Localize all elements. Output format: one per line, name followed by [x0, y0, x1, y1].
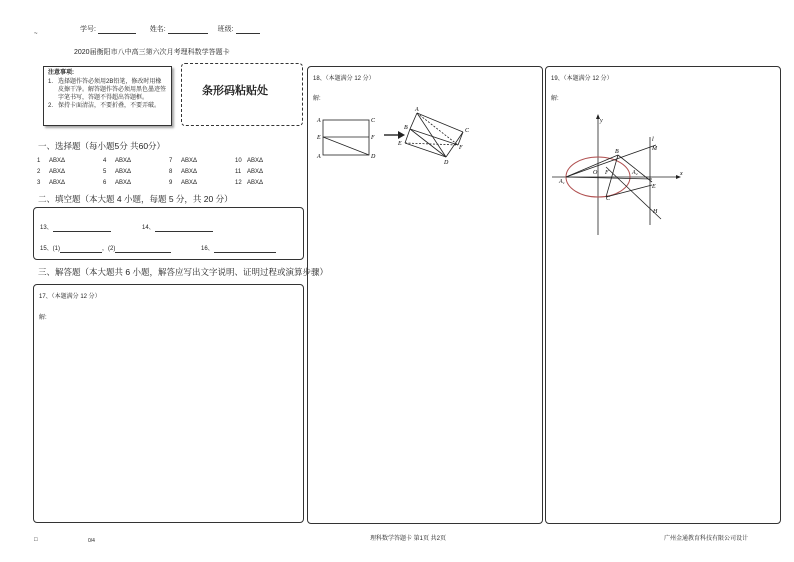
class-label: 班级: [217, 26, 234, 33]
q14-blank [142, 223, 213, 232]
q17-answer-label: 解: [39, 315, 47, 321]
choice-options[interactable]: ABXΔ [181, 180, 198, 186]
label-x: x [680, 171, 683, 177]
q16-field[interactable] [214, 244, 276, 253]
choice-number: 7 [169, 158, 173, 164]
footer-page-info: 理科数学答题卡 第1页 共2页 [370, 536, 447, 542]
choice-item[interactable] [235, 168, 301, 176]
q18-title: 18、（本题满分 12 分） [313, 76, 375, 82]
q19-answer-box[interactable] [545, 66, 781, 524]
corner-mark: ~ [34, 31, 38, 37]
label-F: F [605, 170, 609, 176]
construction-lines [566, 137, 661, 225]
choice-item[interactable] [235, 157, 301, 165]
q16-label: 16、 [201, 246, 214, 252]
choice-item[interactable] [103, 168, 169, 176]
choice-options[interactable]: ABXΔ [49, 180, 66, 186]
barcode-label: 条形码粘贴处 [202, 85, 268, 97]
choice-options[interactable]: ABXΔ [247, 158, 264, 164]
q13-label: 13、 [40, 225, 53, 231]
choice-number: 5 [103, 169, 107, 175]
folded-solid [405, 113, 463, 157]
section-fill-title: 二、填空题（本大题 4 小题，每题 5 分，共 20 分） [38, 194, 233, 204]
label-A-left: A [317, 154, 321, 160]
notice-item: 1. 选择题作答必须用2B铅笔，修改时用橡皮擦干净。解答题作答必须用黑色墨迹签字笔书写，答题不得超出答题框。 [48, 79, 167, 101]
label-F: F [459, 145, 463, 151]
choice-item[interactable] [169, 168, 235, 176]
label-D: D [444, 160, 449, 166]
label-F-left: F [371, 135, 375, 141]
barcode-area [181, 63, 303, 126]
footer-left-small: 0/4 [88, 538, 95, 544]
choice-item[interactable] [103, 157, 169, 165]
q14-label: 14、 [142, 225, 155, 231]
choice-item[interactable] [103, 179, 169, 187]
student-no-label: 学号: [80, 26, 96, 33]
choice-number: 1 [37, 158, 41, 164]
choice-grid [37, 157, 277, 187]
choice-options[interactable]: ABXΔ [49, 169, 66, 175]
footer-designer: 广州金通教育科技有限公司设计 [664, 536, 749, 542]
footer-left-mark: □ [34, 537, 38, 543]
page-title: 2020届衡阳市八中高三第六次月考理科数学答题卡 [74, 49, 230, 56]
q19-figure [546, 107, 782, 237]
q15-field-1[interactable] [60, 244, 102, 253]
choice-item[interactable] [169, 179, 235, 187]
q16-blank [201, 244, 276, 253]
q17-title: 17、（本题满分 12 分） [39, 294, 101, 300]
notice-item-text: 选择题作答必须用2B铅笔，修改时用橡皮擦干净。解答题作答必须用黑色墨迹签字笔书写，答题不得超出答题框。 [58, 79, 167, 101]
choice-options[interactable]: ABXΔ [49, 158, 66, 164]
choice-options[interactable]: ABXΔ [115, 158, 132, 164]
notice-item: 2. 保持卡面清洁，不要折叠，不要弄破。 [48, 103, 161, 109]
q19-answer-label: 解: [551, 96, 559, 102]
choice-options[interactable]: ABXΔ [247, 169, 264, 175]
label-E: E [652, 184, 656, 190]
choice-number: 10 [235, 158, 242, 164]
q19-title: 19、（本题满分 12 分） [551, 76, 613, 82]
label-H: H [653, 209, 658, 215]
choice-number: 6 [103, 180, 107, 186]
section-solution-title: 三、解答题（本大题共 6 小题，解答应写出文字说明、证明过程或演算步骤） [38, 267, 328, 277]
label-B: B [615, 149, 619, 155]
name-field[interactable] [168, 25, 208, 34]
choice-options[interactable]: ABXΔ [115, 180, 132, 186]
q15-field-2[interactable] [115, 244, 171, 253]
label-O: O [593, 170, 598, 176]
q18-answer-label: 解: [313, 96, 321, 102]
label-l: l [652, 137, 654, 143]
choice-item[interactable] [169, 157, 235, 165]
choice-number: 8 [169, 169, 173, 175]
q15-label: 15、(1) [40, 246, 61, 252]
choice-item[interactable] [235, 179, 301, 187]
name-label: 姓名: [149, 26, 166, 33]
label-M: M [652, 146, 657, 152]
choice-options[interactable]: ABXΔ [181, 158, 198, 164]
label-B-left: A [317, 118, 321, 124]
choice-number: 2 [37, 169, 41, 175]
student-info-line [80, 25, 260, 34]
choice-number: 3 [37, 180, 41, 186]
label-B: B [404, 125, 408, 131]
fold-arrow [384, 131, 405, 139]
label-C: C [606, 196, 611, 202]
choice-item[interactable] [37, 179, 103, 187]
choice-options[interactable]: ABXΔ [181, 169, 198, 175]
q13-field[interactable] [53, 223, 111, 232]
q17-answer-box[interactable] [33, 284, 304, 523]
label-A1: A₁ [559, 179, 565, 185]
label-C-left: C [371, 118, 376, 124]
label-E-left: E [317, 135, 321, 141]
q13-blank [40, 223, 111, 232]
notice-item-text: 保持卡面清洁，不要折叠，不要弄破。 [58, 103, 161, 109]
fill-blank-box [33, 207, 304, 260]
class-field[interactable] [236, 25, 260, 34]
choice-options[interactable]: ABXΔ [247, 180, 264, 186]
label-E: E [398, 141, 402, 147]
notice-box [43, 66, 172, 126]
choice-options[interactable]: ABXΔ [115, 169, 132, 175]
choice-number: 12 [235, 180, 242, 186]
section-choice-title: 一、选择题（每小题5分 共60分） [38, 141, 166, 151]
choice-number: 9 [169, 180, 173, 186]
choice-item[interactable] [37, 168, 103, 176]
student-no-field[interactable] [98, 25, 136, 34]
choice-number: 4 [103, 158, 107, 164]
label-A: A [415, 107, 419, 113]
q18-answer-box[interactable] [307, 66, 543, 524]
q18-figure [308, 102, 544, 202]
q15-blank [40, 244, 171, 253]
choice-item[interactable] [37, 157, 103, 165]
label-D-left: D [371, 154, 376, 160]
notice-heading: 注意事项: [48, 70, 74, 76]
choice-number: 11 [235, 169, 242, 175]
label-C: C [465, 128, 470, 134]
q15-label-2: ，(2) [102, 246, 116, 252]
q14-field[interactable] [155, 223, 213, 232]
label-y: y [600, 118, 603, 124]
label-A2: A₂ [632, 170, 638, 176]
rectangle-figure [323, 120, 369, 155]
